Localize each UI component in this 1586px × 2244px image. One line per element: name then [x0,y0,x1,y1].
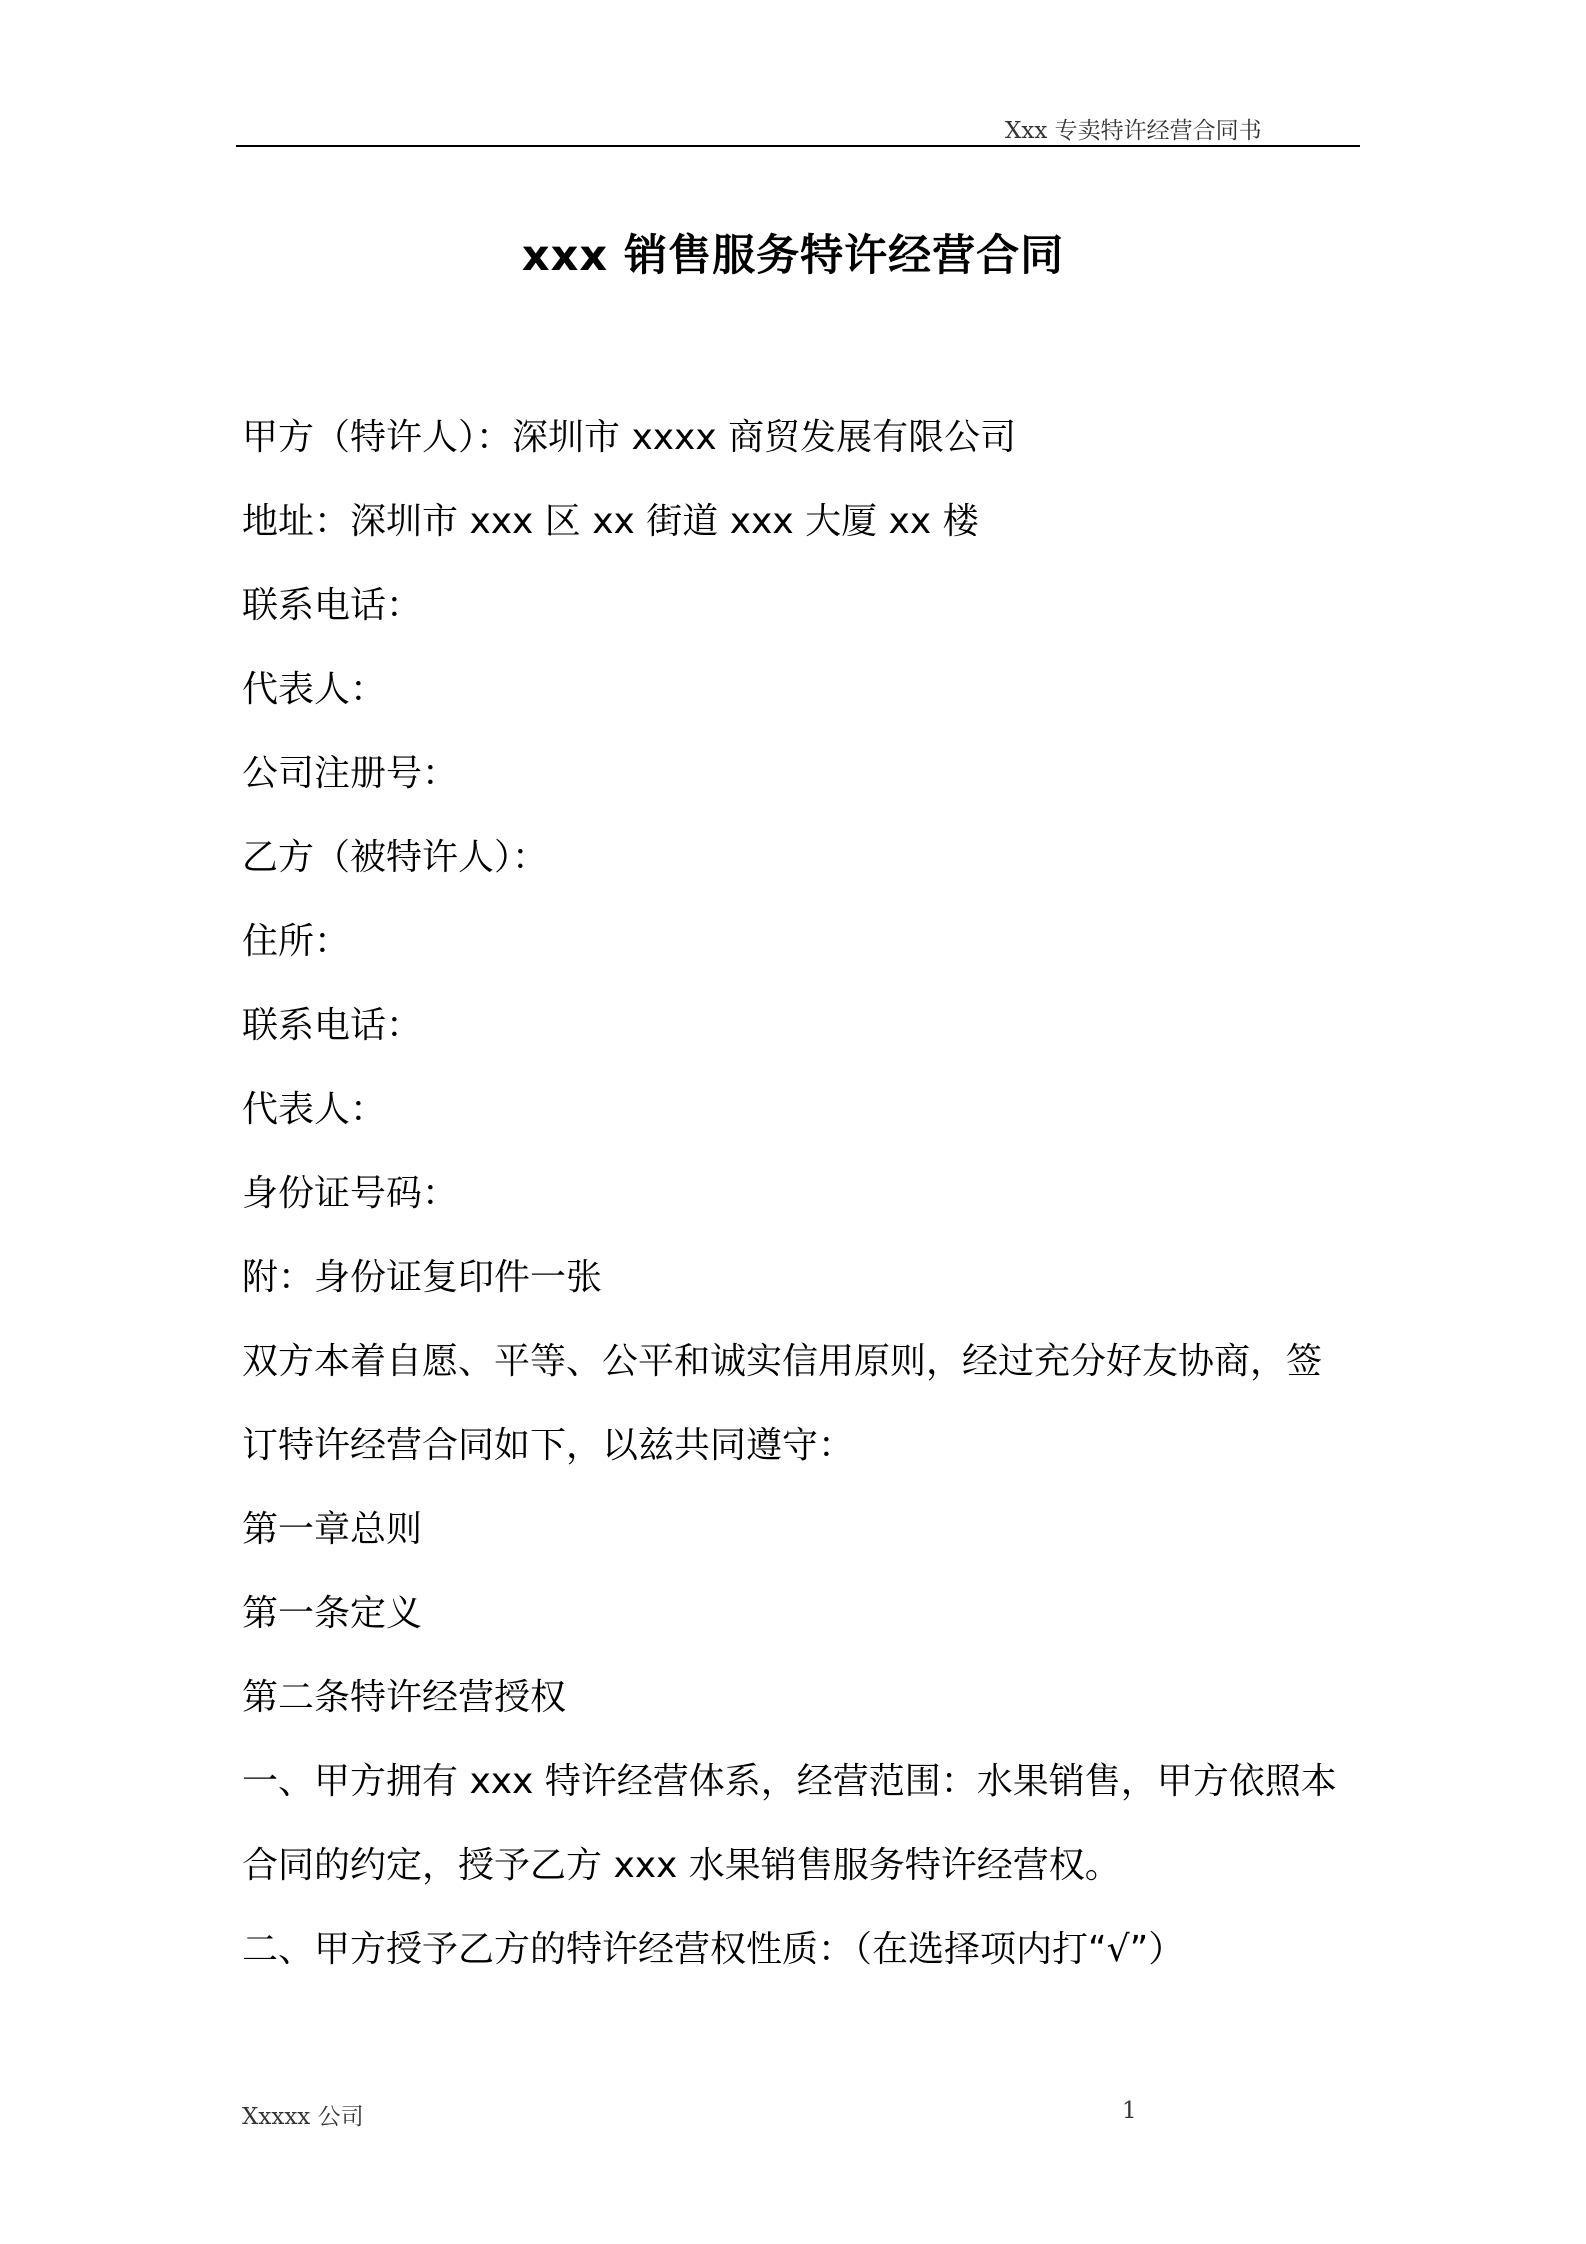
party-a-line: 甲方（特许人）：深圳市 xxxx 商贸发展有限公司 [242,417,1017,458]
article-2-heading: 第二条特许经营授权 [242,1677,567,1718]
page-number: 1 [1122,2098,1137,2124]
article-1-heading: 第一条定义 [242,1593,423,1634]
party-a-address: 地址：深圳市 xxx 区 xx 街道 xxx 大厦 xx 楼 [242,501,979,542]
party-a-representative: 代表人： [242,669,387,710]
party-b-phone: 联系电话： [242,1005,423,1046]
chapter-heading: 第一章总则 [242,1509,423,1550]
party-b-representative: 代表人： [242,1089,387,1130]
party-b-id-number: 身份证号码： [242,1173,459,1214]
running-header: Xxx 专卖特许经营合同书 [1005,118,1262,144]
party-b-residence: 住所： [242,921,351,962]
party-a-registration-no: 公司注册号： [242,753,459,794]
clause-2-line: 二、甲方授予乙方的特许经营权性质：（在选择项内打“√”） [242,1929,1185,1970]
header-rule [236,145,1360,147]
party-a-phone: 联系电话： [242,585,423,626]
party-b-line: 乙方（被特许人）： [242,837,549,878]
clause-1-line-2: 合同的约定，授予乙方 xxx 水果销售服务特许经营权。 [242,1845,1121,1886]
clause-1-line-1: 一、甲方拥有 xxx 特许经营体系，经营范围：水果销售，甲方依照本 [242,1761,1337,1802]
preamble-line-2: 订特许经营合同如下，以兹共同遵守： [242,1425,855,1466]
attachment-note: 附：身份证复印件一张 [242,1257,603,1298]
footer-company: Xxxxx 公司 [242,2104,364,2130]
document-title: xxx 销售服务特许经营合同 [521,231,1065,281]
document-body [242,415,1362,2011]
preamble-line-1: 双方本着自愿、平等、公平和诚实信用原则，经过充分好友协商，签 [242,1341,1323,1382]
